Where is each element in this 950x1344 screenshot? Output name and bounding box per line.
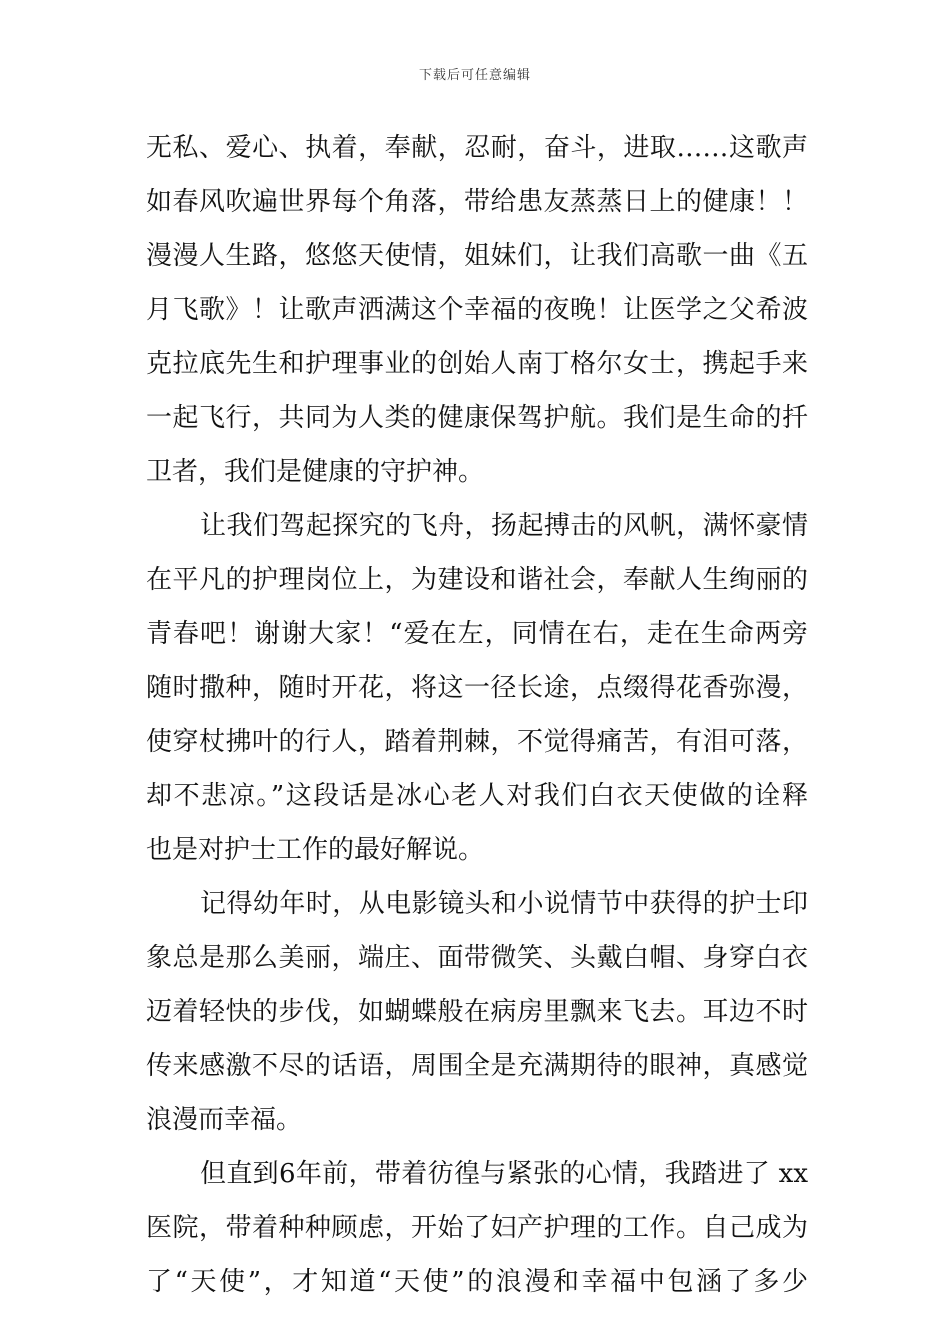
- text-line: 使穿杖拂叶的行人，踏着荆棘，不觉得痛苦，有泪可落，: [146, 727, 808, 757]
- text-line: 一起飞行，共同为人类的健康保驾护航。我们是生命的扦: [146, 403, 808, 433]
- text-line: 记得幼年时，从电影镜头和小说情节中获得的护士印: [200, 889, 808, 919]
- text-line: 迈着轻快的步伐，如蝴蝶般在病房里飘来飞去。耳边不时: [146, 997, 808, 1027]
- text-line: 传来感激不尽的话语，周围全是充满期待的眼神，真感觉: [146, 1051, 808, 1081]
- paragraph-3: [146, 877, 808, 1147]
- text-line: 青春吧！谢谢大家！“爱在左，同情在右，走在生命两旁: [146, 619, 808, 649]
- document-body: [146, 121, 808, 1309]
- text-line: 浪漫而幸福。: [146, 1105, 303, 1135]
- text-line: 卫者，我们是健康的守护神。: [146, 457, 485, 487]
- text-line: 也是对护士工作的最好解说。: [146, 835, 485, 865]
- text-line: 克拉底先生和护理事业的创始人南丁格尔女士，携起手来: [146, 349, 808, 379]
- page-header: 下载后可任意编辑: [418, 68, 531, 83]
- paragraph-4: [146, 1147, 808, 1309]
- text-line: 象总是那么美丽，端庄、面带微笑、头戴白帽、身穿白衣: [146, 943, 808, 973]
- text-line: 但直到6年前，带着彷徨与紧张的心情，我踏进了 xx: [200, 1159, 808, 1189]
- text-line: 在平凡的护理岗位上，为建设和谐社会，奉献人生绚丽的: [146, 565, 808, 595]
- text-line: 随时撒种，随时开花，将这一径长途，点缀得花香弥漫，: [146, 673, 808, 703]
- text-line: 无私、爱心、执着，奉献，忍耐，奋斗，进取……这歌声: [146, 133, 808, 163]
- text-line: 医院，带着种种顾虑，开始了妇产护理的工作。自己成为: [146, 1213, 808, 1243]
- text-line: 漫漫人生路，悠悠天使情，姐妹们，让我们高歌一曲《五: [146, 241, 808, 271]
- text-line: 却不悲凉。”这段话是冰心老人对我们白衣天使做的诠释: [146, 781, 808, 811]
- text-line: 了“天使”，才知道“天使”的浪漫和幸福中包涵了多少: [146, 1267, 808, 1297]
- text-line: 让我们驾起探究的飞舟，扬起搏击的风帆，满怀豪情: [200, 511, 808, 541]
- text-line: 如春风吹遍世界每个角落，带给患友蒸蒸日上的健康！！: [146, 187, 808, 217]
- paragraph-1: [146, 121, 808, 499]
- paragraph-2: [146, 499, 808, 877]
- text-line: 月飞歌》！让歌声洒满这个幸福的夜晚！让医学之父希波: [146, 295, 808, 325]
